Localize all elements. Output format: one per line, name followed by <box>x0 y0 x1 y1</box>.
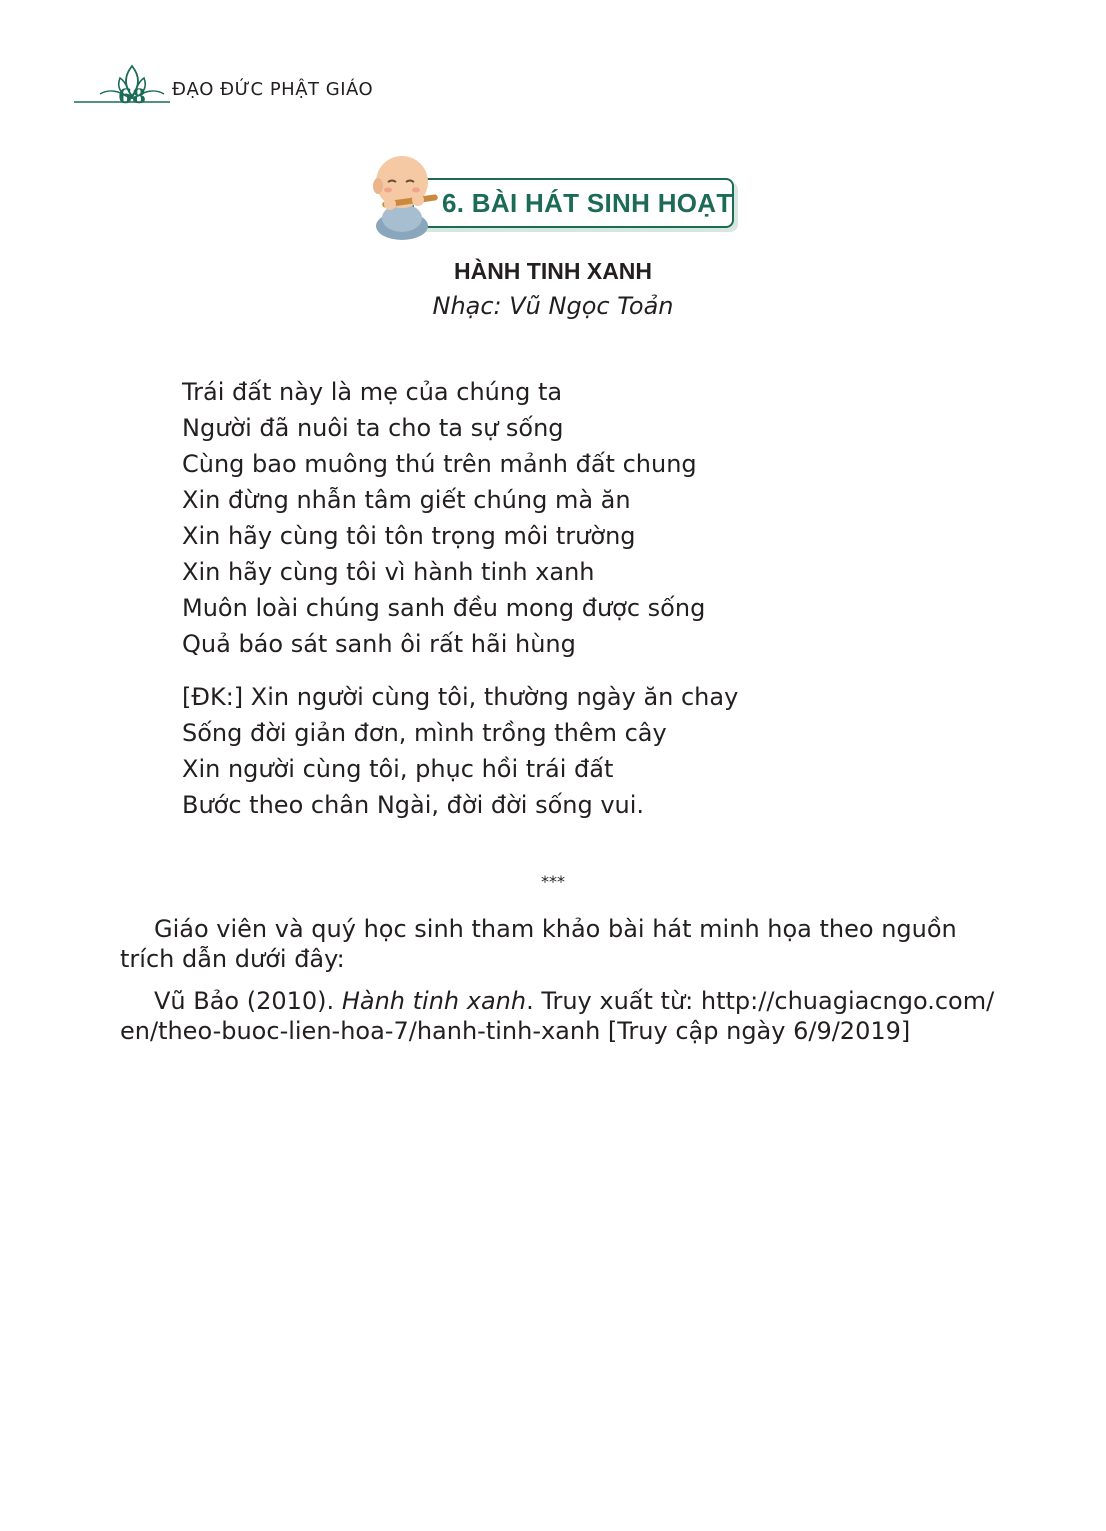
reference-citation <box>120 986 1000 1046</box>
book-title: ĐẠO ĐỨC PHẬT GIÁO <box>172 79 374 100</box>
chorus-line: [ĐK:] Xin người cùng tôi, thường ngày ăn chay <box>182 683 739 711</box>
verse-line: Xin hãy cùng tôi tôn trọng môi trường <box>182 522 636 550</box>
chorus-line: Sống đời giản đơn, mình trồng thêm cây <box>182 719 667 747</box>
verse-line: Trái đất này là mẹ của chúng ta <box>182 378 563 406</box>
page-header <box>70 62 390 112</box>
verse-line: Xin đừng nhẫn tâm giết chúng mà ăn <box>182 486 631 514</box>
verse-line: Muôn loài chúng sanh đều mong được sống <box>182 594 706 622</box>
section-banner <box>368 152 738 244</box>
verse-line: Người đã nuôi ta cho ta sự sống <box>182 414 564 442</box>
citation-author-year: Vũ Bảo (2010). <box>154 987 342 1015</box>
citation-title: Hành tinh xanh <box>341 987 527 1015</box>
song-verse <box>182 374 705 662</box>
song-title: HÀNH TINH XANH <box>453 258 653 284</box>
section-label: 6. BÀI HÁT SINH HOẠT <box>442 188 733 218</box>
verse-line: Xin hãy cùng tôi vì hành tinh xanh <box>182 558 595 586</box>
song-composer: Nhạc: Vũ Ngọc Toản <box>432 292 674 320</box>
song-chorus <box>182 679 738 823</box>
page-number: 68 <box>118 84 146 108</box>
chorus-line: Bước theo chân Ngài, đời đời sống vui. <box>182 791 645 819</box>
verse-line: Quả báo sát sanh ôi rất hãi hùng <box>182 630 576 658</box>
citation-source: . Truy xuất từ: http://chuagiacngo.com/ en/theo-buoc-lien-hoa-7/hanh-tinh-xanh [Truy cập ngày 6/9/2019] <box>120 987 995 1045</box>
monk-playing-flute-icon <box>368 152 440 244</box>
section-divider: *** <box>541 872 565 891</box>
reference-note: Giáo viên và quý học sinh tham khảo bài hát minh họa theo nguồn trích dẫn dưới đây: <box>120 915 957 973</box>
chorus-line: Xin người cùng tôi, phục hồi trái đất <box>182 755 614 783</box>
verse-line: Cùng bao muông thú trên mảnh đất chung <box>182 450 697 478</box>
